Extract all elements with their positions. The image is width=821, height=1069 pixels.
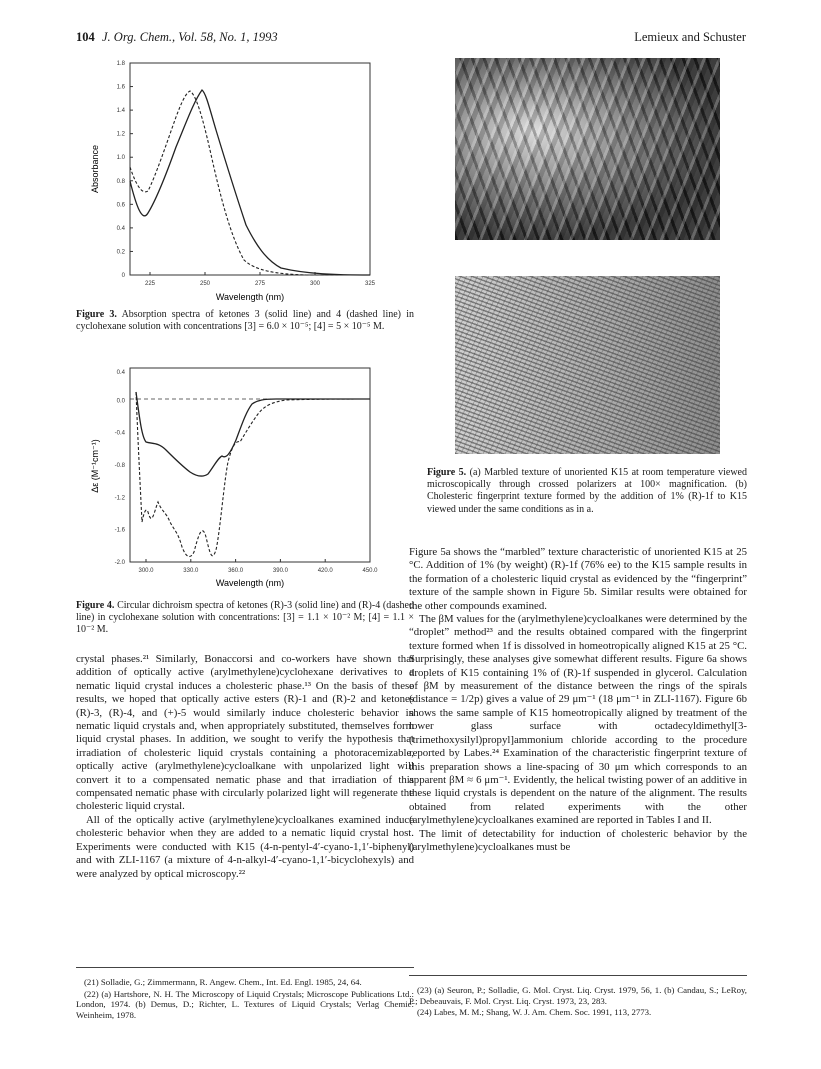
figure-5a-micrograph: [455, 58, 720, 240]
fig4-x-tick-label: 360.0: [228, 568, 244, 574]
fig4-y-label: Δε (M⁻¹cm⁻¹): [90, 439, 100, 493]
figure-5-caption: [427, 467, 747, 516]
fig3-y-tick-label: 0: [121, 273, 125, 279]
figure-4-label: Figure 4.: [76, 600, 115, 611]
right-footnote-rule: [409, 975, 747, 976]
fig3-y-label: Absorbance: [90, 144, 100, 194]
fig4-x-tick-label: 300.0: [138, 568, 154, 574]
fig3-x-tick-label: 225: [144, 281, 156, 287]
fig3-solid-curve: [130, 90, 370, 275]
figure-5-caption-text: (a) Marbled texture of unoriented K15 at room temperature viewed microscopically through crossed polarizers at 100× magnification. (b) Cholesteric fingerprint texture formed by the addition of 1% (R)-1f to K15 viewed under the same conditions as in a.: [427, 467, 747, 515]
fig4-y-tick-label: -2.0: [114, 560, 125, 566]
fig3-x-tick-label: 250: [199, 281, 211, 287]
author-names: Lemieux and Schuster: [634, 30, 746, 44]
figure-3-label: Figure 3.: [76, 309, 117, 320]
left-body-text: [76, 653, 414, 881]
figure-5b-micrograph: [455, 276, 720, 454]
fig4-y-tick-label: 0.0: [116, 398, 125, 405]
fig3-y-tick-label: 0.8: [116, 178, 125, 185]
fig3-y-tick-label: 0.4: [116, 225, 125, 232]
fig4-y-ticks: [115, 370, 126, 566]
footnote-24: (24) Labes, M. M.; Shang, W. J. Am. Chem. Soc. 1991, 113, 2773.: [417, 1007, 652, 1018]
paragraph: Figure 5a shows the “marbled” texture characteristic of unoriented K15 at 25 °C. Addition of 1% (by weight) (R)-1f (76% ee) to the K15 sample results in the formation of a cholesteric liquid crystal as evidenced by the “fingerprint” texture of the sample shown in Figure 5b. Similar results were obtained for the other compounds examined.: [409, 546, 747, 612]
page-number: 104: [76, 30, 95, 44]
fig4-y-tick-label: -1.6: [114, 527, 125, 534]
fig4-x-tick-label: 420.0: [317, 568, 333, 574]
fig4-solid-curve: [136, 392, 370, 476]
figure-4-caption-text: Circular dichroism spectra of ketones (R)-3 (solid line) and (R)-4 (dashed line) in cyclohexane solution with concentrations: [3] = 1.1 × 10⁻² M; [4] = 1.1 × 10⁻² M.: [76, 600, 414, 636]
fig3-x-label: Wavelength (nm): [215, 292, 285, 302]
figure-3-chart: [86, 55, 386, 305]
fig3-x-tick-label: 325: [364, 281, 376, 287]
footnote-21: (21) Solladie, G.; Zimmermann, R. Angew. Chem., Int. Ed. Engl. 1985, 24, 64.: [84, 977, 362, 987]
fig3-y-tick-label: 0.6: [116, 202, 125, 209]
footnote-22: (22) (a) Hartshore, N. H. The Microscopy of Liquid Crystals; Microscope Publications Ltd.: London, 1974. (b) Demus, D.; Richter, L. Textures of Liquid Crystals; Verlag Chemie: Weinheim, 1978.: [76, 988, 414, 1020]
fig4-y-tick-label: -0.4: [114, 430, 125, 437]
fig3-x-tick-label: 300: [309, 281, 321, 287]
fig3-x-tick-label: 275: [254, 281, 266, 287]
fig3-y-tick-label: 1.2: [116, 131, 125, 138]
fig3-dashed-curve: [130, 91, 370, 275]
fig4-dashed-curve: [136, 392, 370, 557]
paragraph: The βM values for the (arylmethylene)cycloalkanes were determined by the “droplet” method²³ and the results obtained compared with the fingerprint texture formed when 1f is dissolved in homeotropically aligned K15 at 25 °C. Surprisingly, these analyses give somewhat different results. Figure 6a shows droplets of K15 containing 1% of (R)-1f suspended in glycerol. Calculation of βM by measurement of the distance between the rings of the spirals (distance = 1/2p) gives a value of 29 μm⁻¹ (18 μm⁻¹ in ZLI-1167). Figure 6b shows the same sample of K15 homeotropically aligned by treatment of the lower glass surface with octadecyldimethyl[3-(trimethoxysilyl)propyl]ammonium chloride according to the procedure reported by Labes.²⁴ Examination of the characteristic fingerprint texture of this preparation shows a line-spacing of 30 μm which corresponds to an apparent βM ≈ 6 μm⁻¹. Evidently, the helical twisting power of an additive in these liquid crystals is dependent on the nature of the alignment. The results obtained from related experiments with the other (arylmethylene)cycloalkanes examined are reported in Tables I and II.: [409, 613, 747, 827]
paragraph: The limit of detectability for induction of cholesteric behavior by the (arylmethylene)cycloalkanes must be: [409, 827, 747, 853]
right-body-text: [409, 546, 747, 854]
paragraph: crystal phases.²¹ Similarly, Bonaccorsi and co-workers have shown that addition of optically active (arylmethylene)cyclohexane derivatives to a nematic liquid crystal induces a cholesteric phase.¹³ On the basis of these results, we hoped that optically active esters (R)-1 and (R)-2 and ketones (R)-3, (R)-4, and (+)-5 would similarly induce cholesteric behavior in nematic liquid crystals and, when appropriately substituted, themselves form liquid crystal phases. In addition, we sought to verify the hypothesis that irradiation of cholesteric liquid crystals containing a photoracemizable, optically active (arylmethylene)cycloalkane with unpolarized light will convert it to a compensated nematic phase and that irradiation of this compensated nematic phase with circularly polarized light will regenerate the cholesteric liquid crystal.: [76, 653, 414, 813]
fig3-plot-frame: [130, 63, 370, 275]
fig4-x-label: Wavelength (nm): [215, 578, 285, 588]
left-footnote-rule: [76, 967, 414, 968]
fig3-y-tick-label: 1.8: [116, 61, 125, 67]
fig4-x-tick-label: 450.0: [362, 568, 378, 574]
fig4-y-tick-label: -0.8: [114, 463, 125, 469]
fig3-y-tick-label: 1.4: [116, 108, 125, 115]
footnote-23: (23) (a) Seuron, P.; Solladie, G. Mol. Cryst. Liq. Cryst. 1979, 56, 1. (b) Candau, S.; LeRoy, P.; Debeauvais, F. Mol. Cryst. Liq. Cryst. 1973, 23, 283.: [409, 985, 747, 1006]
fig3-y-tick-label: 1.0: [116, 155, 125, 162]
fig4-y-tick-label: -1.2: [114, 495, 125, 502]
figure-3-caption-text: Absorption spectra of ketones 3 (solid line) and 4 (dashed line) in cyclohexane solution with concentrations [3] = 6.0 × 10⁻⁵; [4] = 5 × 10⁻⁵ M.: [76, 309, 414, 333]
fig4-x-tick-label: 330.0: [183, 568, 199, 574]
fig3-y-tick-label: 1.6: [116, 84, 125, 91]
figure-4-caption: [76, 600, 414, 637]
fig3-y-tick-label: 0.2: [116, 249, 125, 256]
fig4-x-ticks: [138, 559, 378, 574]
figure-5-label: Figure 5.: [427, 467, 467, 478]
right-footnotes: [409, 985, 747, 1019]
fig4-x-tick-label: 390.0: [272, 568, 288, 574]
fig4-plot-frame: [130, 368, 370, 562]
fig4-y-tick-label: 0.4: [116, 370, 125, 376]
paragraph: All of the optically active (arylmethylene)cycloalkanes examined induce cholesteric behavior when they are added to a nematic liquid crystal host. Experiments were conducted with K15 (4-n-pentyl-4′-cyano-1,1′-biphenyl) and with ZLI-1167 (a mixture of 4-n-alkyl-4′-cyano-1,1′-bicyclohexyls) and were analyzed by optical microscopy.²²: [76, 813, 414, 880]
journal-citation: J. Org. Chem., Vol. 58, No. 1, 1993: [102, 30, 278, 44]
figure-4-chart: [86, 362, 386, 592]
left-footnotes: [76, 977, 414, 1021]
figure-3-caption: [76, 309, 414, 333]
